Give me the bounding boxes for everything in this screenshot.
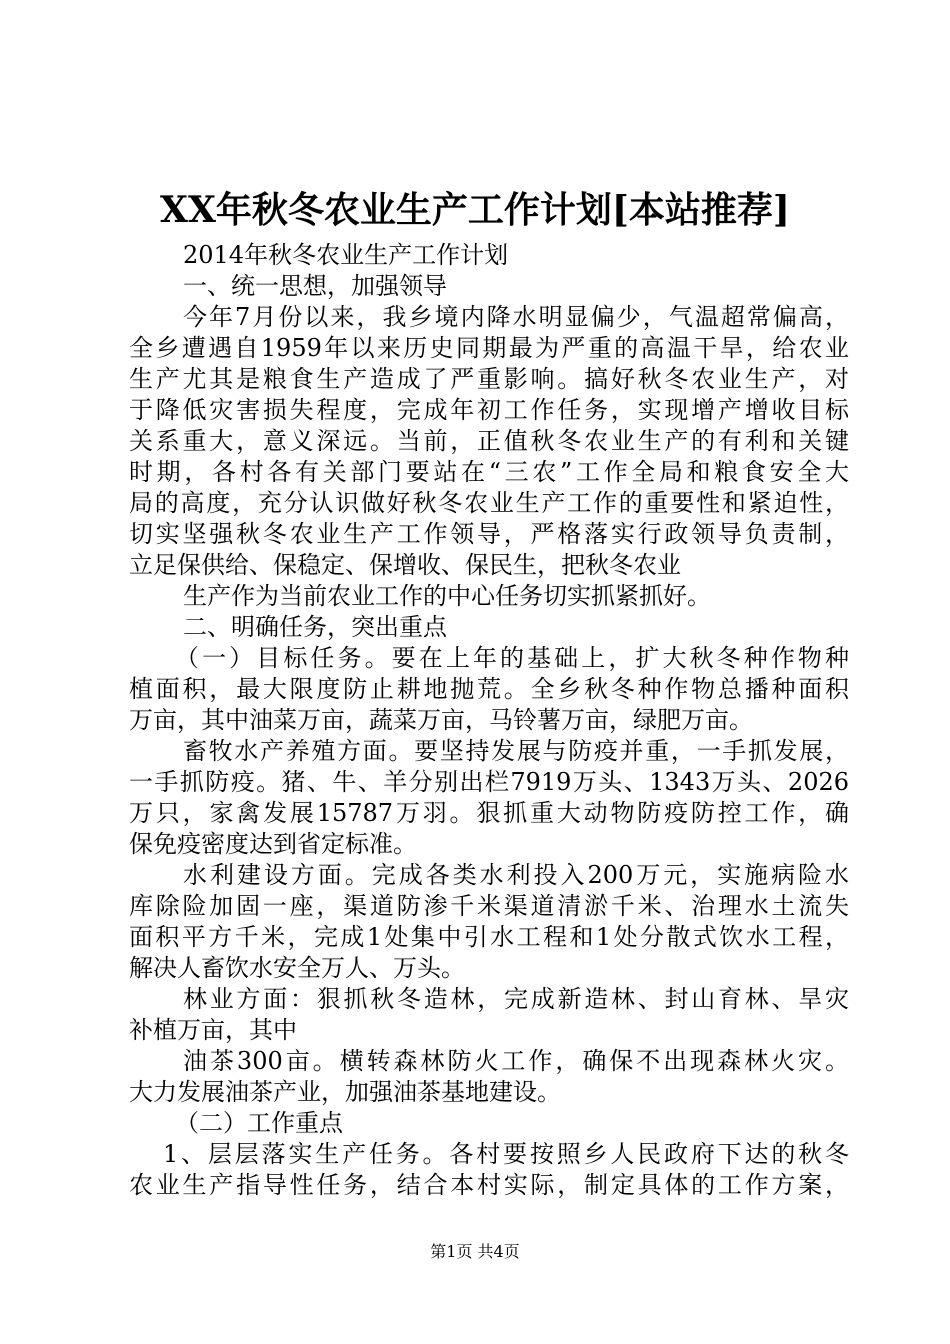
section-heading: 一、统一思想，加强领导: [183, 272, 447, 300]
paragraph-line: 时期，各村各有关部门要站在“三农”工作全局和粮食安全大: [129, 458, 849, 486]
paragraph-line: 库除险加固一座，渠道防渗千米渠道清淤千米、治理水土流失: [129, 892, 849, 920]
page-footer: 第1页 共4页: [430, 1242, 520, 1261]
paragraph-line: 全乡遭遇自1959年以来历史同期最为严重的高温干旱，给农业: [129, 334, 849, 362]
paragraph-line: 油茶300亩。横转森林防火工作，确保不出现森林火灾。: [183, 1047, 849, 1075]
paragraph-line: 植面积，最大限度防止耕地抛荒。全乡秋冬种作物总播种面积: [129, 675, 849, 703]
document-body: [129, 240, 849, 1201]
paragraph-line: 农业生产指导性任务，结合本村实际，制定具体的工作方案，: [129, 1171, 849, 1199]
paragraph-line: 解决人畜饮水安全万人、万头。: [129, 954, 465, 982]
paragraph-line: 面积平方千米，完成1处集中引水工程和1处分散式饮水工程，: [129, 923, 849, 951]
paragraph-line: 生产作为当前农业工作的中心任务切实抓紧抓好。: [183, 582, 711, 610]
document-title: XX年秋冬农业生产工作计划[本站推荐]: [160, 189, 790, 231]
paragraph-line: 畜牧水产养殖方面。要坚持发展与防疫并重，一手抓发展，: [183, 737, 849, 765]
paragraph-line: 生产尤其是粮食生产造成了严重影响。搞好秋冬农业生产，对: [129, 365, 849, 393]
paragraph-line: 补植万亩，其中: [129, 1016, 297, 1044]
paragraph-line: 于降低灾害损失程度，完成年初工作任务，实现增产增收目标: [129, 396, 849, 424]
section-heading: （二）工作重点: [175, 1109, 343, 1137]
paragraph-line: 保免疫密度达到省定标准。: [129, 830, 417, 858]
paragraph-line: 立足保供给、保稳定、保增收、保民生，把秋冬农业: [129, 551, 681, 579]
paragraph-line: 水利建设方面。完成各类水利投入200万元，实施病险水: [183, 861, 849, 889]
paragraph-line: 切实坚强秋冬农业生产工作领导，严格落实行政领导负责制，: [129, 520, 849, 548]
paragraph-line: （一）目标任务。要在上年的基础上，扩大秋冬种作物种: [175, 644, 849, 672]
paragraph-line: 局的高度，充分认识做好秋冬农业生产工作的重要性和紧迫性，: [129, 489, 849, 517]
paragraph-line: 大力发展油茶产业，加强油茶基地建设。: [129, 1078, 561, 1106]
paragraph-line: 一手抓防疫。猪、牛、羊分别出栏7919万头、1343万头、2026: [129, 768, 849, 796]
section-heading: 二、明确任务，突出重点: [183, 613, 447, 641]
paragraph-line: 今年7月份以来，我乡境内降水明显偏少，气温超常偏高，: [183, 303, 849, 331]
paragraph-line: 万只，家禽发展15787万羽。狠抓重大动物防疫防控工作，确: [129, 799, 849, 827]
subtitle-line: 2014年秋冬农业生产工作计划: [183, 241, 509, 269]
paragraph-line: 万亩，其中油菜万亩，蔬菜万亩，马铃薯万亩，绿肥万亩。: [129, 706, 753, 734]
paragraph-line: 关系重大，意义深远。当前，正值秋冬农业生产的有利和关键: [129, 427, 849, 455]
paragraph-line: 1、层层落实生产任务。各村要按照乡人民政府下达的秋冬: [163, 1140, 849, 1168]
paragraph-line: 林业方面：狠抓秋冬造林，完成新造林、封山育林、旱灾: [183, 985, 849, 1013]
